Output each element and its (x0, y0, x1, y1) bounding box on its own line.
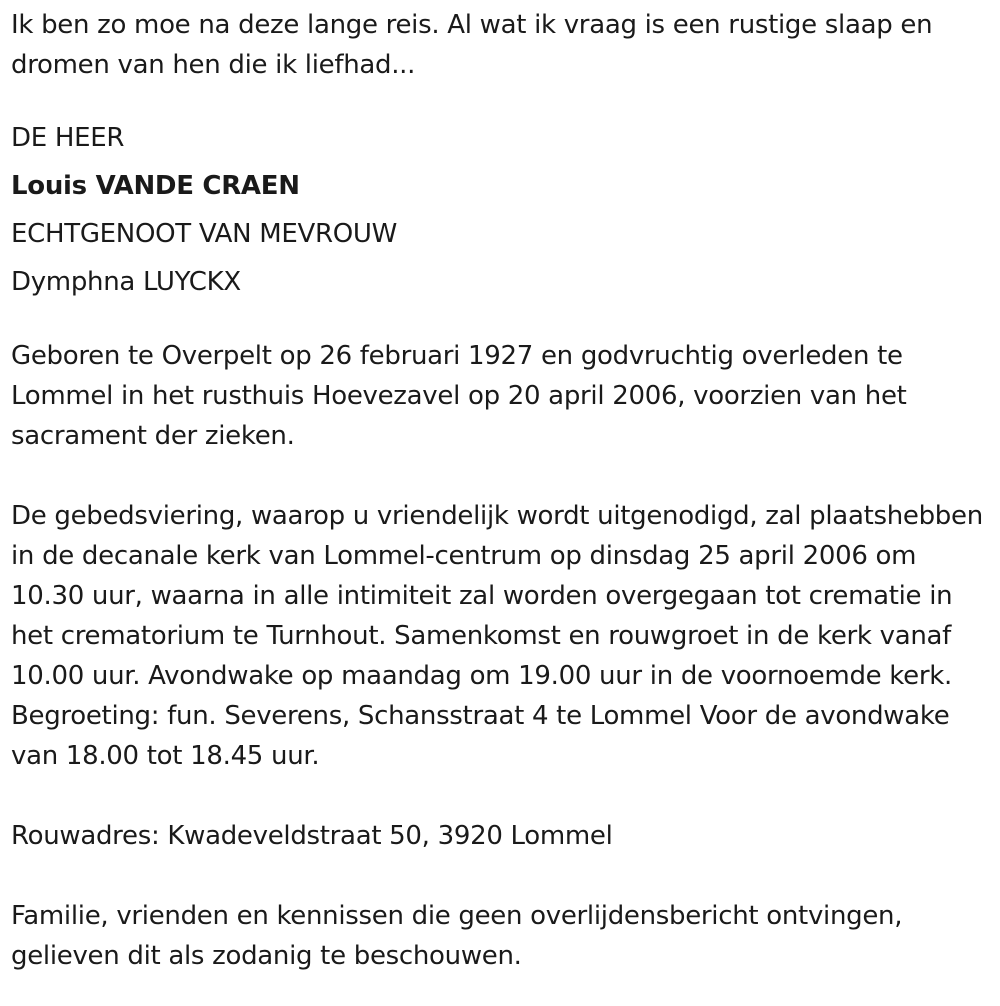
deceased-name: Louis VANDE CRAEN (11, 171, 300, 201)
birth-death-paragraph: Geboren te Overpelt op 26 februari 1927 en godvruchtig overleden te Lommel in het rusthuis Hoevezavel op 20 april 2006, voorzien van het sacrament der zieken. (11, 341, 907, 451)
ceremony-paragraph: De gebedsviering, waarop u vriendelijk wordt uitgenodigd, zal plaatshebben in de decanale kerk van Lommel-centrum op dinsdag 25 april 2006 om 10.30 uur, waarna in alle intimiteit zal worden overgegaan tot crematie in het crematorium te Turnhout. Samenkomst en rouwgroet in de kerk vanaf 10.00 uur. Avondwake op maandag om 19.00 uur in de voornoemde kerk. Begroeting: fun. Severens, Schansstraat 4 te Lommel Voor de avondwake van 18.00 tot 18.45 uur. (11, 501, 983, 771)
mourning-address: Rouwadres: Kwadeveldstraat 50, 3920 Lommel (11, 821, 613, 851)
deceased-title: DE HEER (11, 123, 125, 153)
opening-quote: Ik ben zo moe na deze lange reis. Al wat ik vraag is een rustige slaap en dromen van hen die ik liefhad... (11, 10, 933, 80)
spouse-name: Dymphna LUYCKX (11, 267, 241, 297)
deceased-relation: ECHTGENOOT VAN MEVROUW (11, 219, 398, 249)
deceased-block (11, 114, 989, 306)
notice-paragraph: Familie, vrienden en kennissen die geen overlijdensbericht ontvingen, gelieven dit als zodanig te beschouwen. (11, 901, 903, 971)
